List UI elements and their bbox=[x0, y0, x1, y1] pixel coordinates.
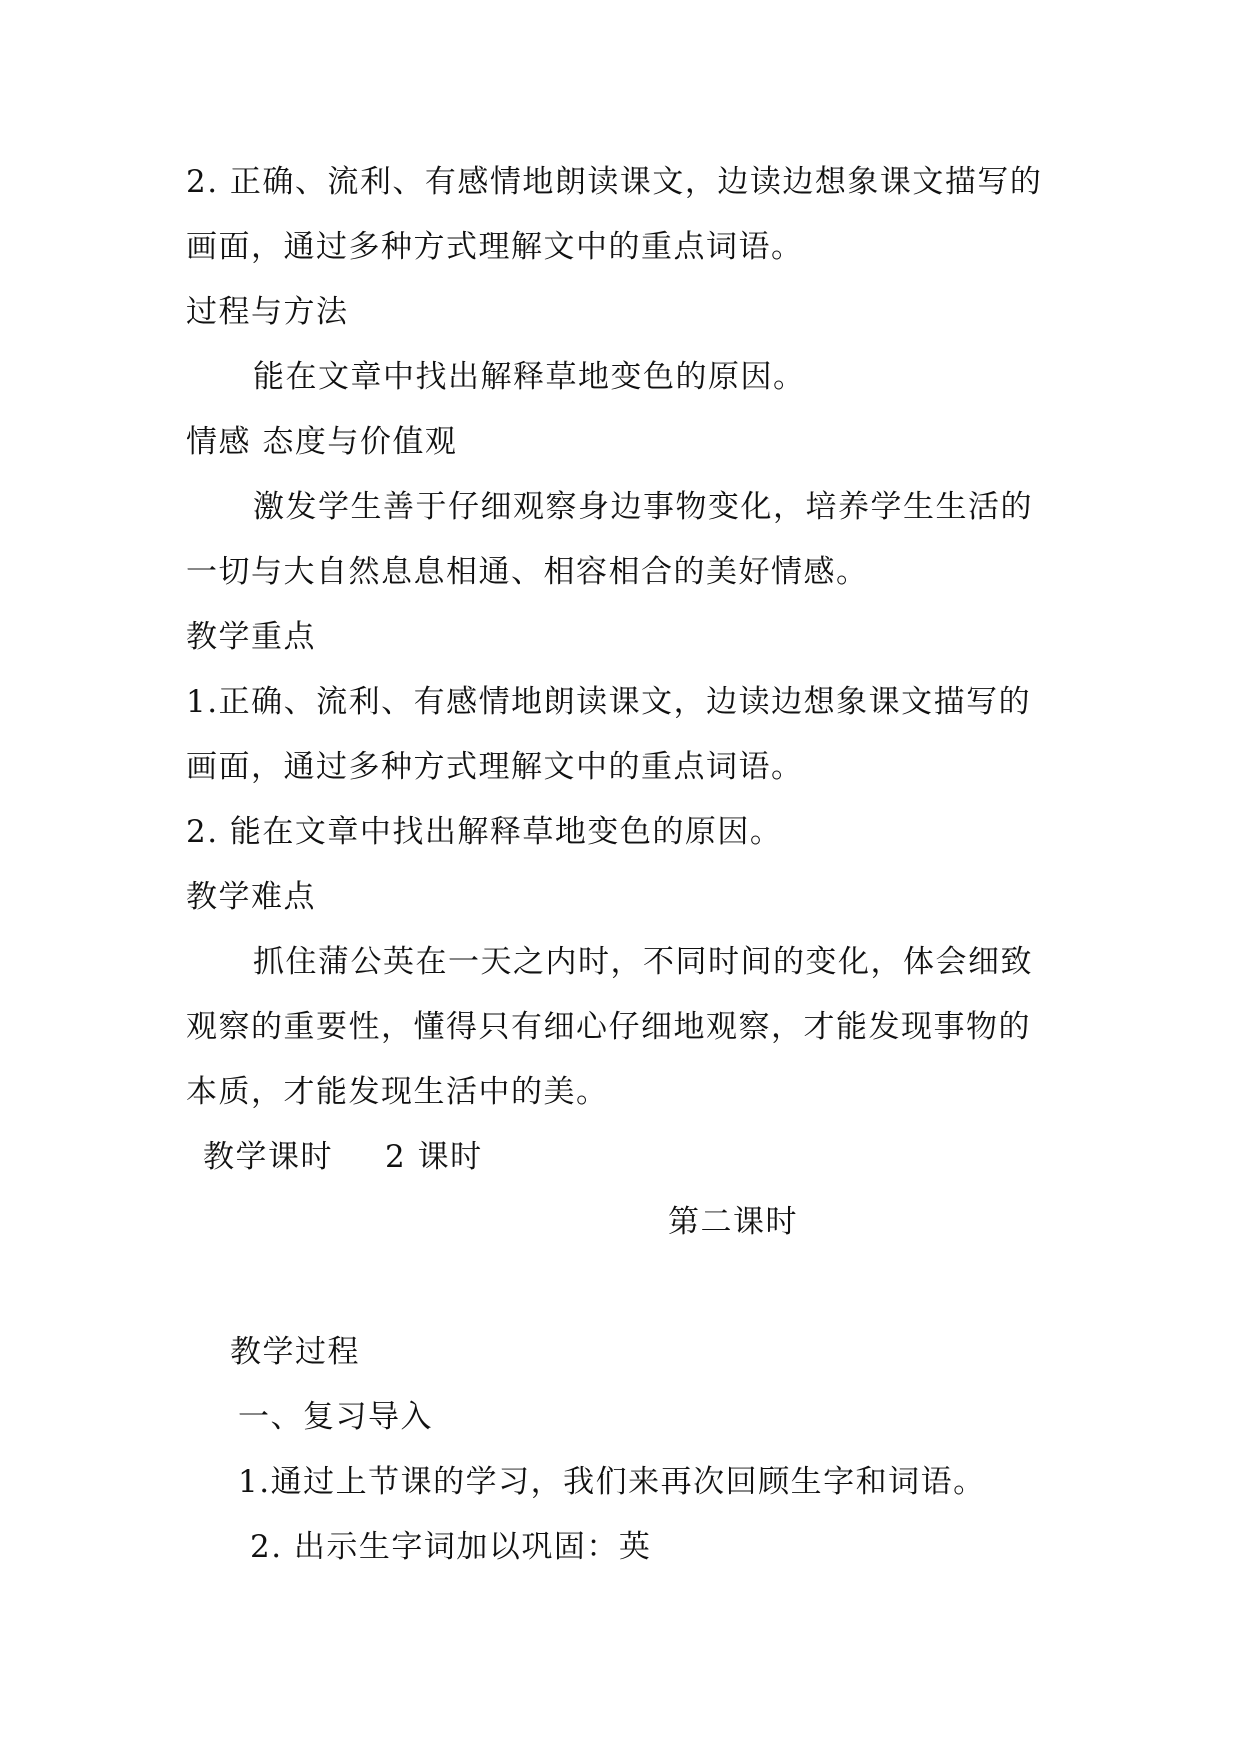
focus-1-line-1: 1.正确、流利、有感情地朗读课文，边读边想象课文描写的 bbox=[186, 684, 1032, 720]
objective-2-line-2: 画面，通过多种方式理解文中的重点词语。 bbox=[186, 229, 804, 265]
class-hours-label: 教学课时 bbox=[203, 1139, 333, 1175]
process-method-text: 能在文章中找出解释草地变色的原因。 bbox=[253, 359, 806, 395]
heading-teaching-process: 教学过程 bbox=[230, 1334, 360, 1370]
heading-teaching-difficulty: 教学难点 bbox=[186, 879, 316, 915]
step-1-item-1: 1.通过上节课的学习，我们来再次回顾生字和词语。 bbox=[238, 1464, 986, 1500]
difficulty-line-1: 抓住蒲公英在一天之内时，不同时间的变化，体会细致 bbox=[253, 944, 1033, 980]
heading-teaching-focus: 教学重点 bbox=[186, 619, 316, 655]
heading-process-and-method: 过程与方法 bbox=[186, 294, 349, 330]
emotion-text-line-1: 激发学生善于仔细观察身边事物变化，培养学生生活的 bbox=[253, 489, 1033, 525]
emotion-text-line-2: 一切与大自然息息相通、相容相合的美好情感。 bbox=[186, 554, 869, 590]
heading-emotion-attitude-values: 情感 态度与价值观 bbox=[186, 424, 458, 460]
focus-1-line-2: 画面，通过多种方式理解文中的重点词语。 bbox=[186, 749, 804, 785]
step-1-item-2: 2. 出示生字词加以巩固：英 bbox=[250, 1529, 652, 1565]
objective-2-line-1: 2. 正确、流利、有感情地朗读课文，边读边想象课文描写的 bbox=[186, 164, 1043, 200]
step-1-review-intro: 一、复习导入 bbox=[238, 1399, 433, 1435]
difficulty-line-3: 本质，才能发现生活中的美。 bbox=[186, 1074, 609, 1110]
section-title-second-lesson: 第二课时 bbox=[668, 1204, 798, 1240]
difficulty-line-2: 观察的重要性，懂得只有细心仔细地观察，才能发现事物的 bbox=[186, 1009, 1031, 1045]
focus-2: 2. 能在文章中找出解释草地变色的原因。 bbox=[186, 814, 783, 850]
class-hours-value: 2 课时 bbox=[385, 1139, 483, 1175]
